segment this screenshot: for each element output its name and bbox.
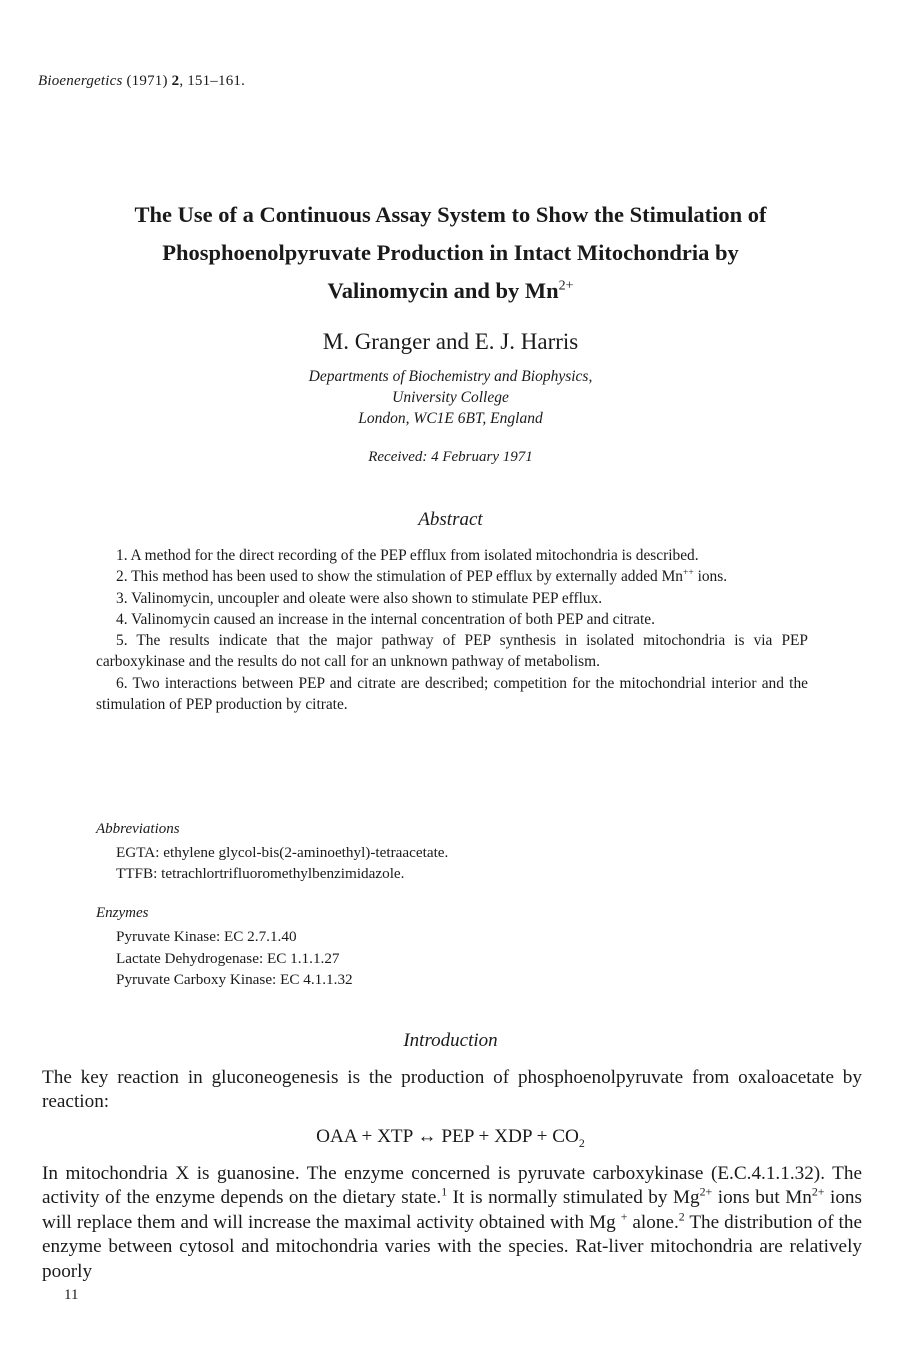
affiliation-line-3: London, WC1E 6BT, England (358, 410, 543, 427)
introduction-paragraph-2 (42, 1162, 862, 1284)
abstract-point-2-sup: ++ (682, 567, 694, 579)
mg-superscript: 2+ (699, 1185, 713, 1200)
intro-text-d: ions will replace them and will increase the maximal activity obtained with Mg (42, 1187, 862, 1233)
title-line-1: The Use of a Continuous Assay System to Show the Stimulation of (134, 202, 767, 227)
journal-year: (1971) (126, 73, 172, 89)
received-date: Received: 4 February 1971 (368, 449, 533, 465)
enzyme-item: Pyruvate Kinase: EC 2.7.1.40 (116, 928, 297, 945)
authors: M. Granger and E. J. Harris (322, 329, 579, 354)
abstract-point-6: 6. Two interactions between PEP and citrate are described; competition for the mitochondrial interior and the stimulation of PEP production by citrate. (96, 674, 808, 714)
abbreviations-heading: Abbreviations (96, 821, 180, 837)
intro-text-e: alone. (627, 1211, 679, 1233)
title-line-3-text: Valinomycin and by Mn (327, 278, 559, 303)
abstract-heading: Abstract (418, 509, 483, 530)
affiliation-line-1: Departments of Biochemistry and Biophysics, (308, 368, 593, 385)
affiliation-line-2: University College (392, 389, 509, 406)
enzymes-list (116, 926, 353, 991)
enzyme-item: Pyruvate Carboxy Kinase: EC 4.1.1.32 (116, 971, 353, 988)
affiliation (0, 366, 901, 429)
title-superscript: 2+ (558, 278, 574, 294)
enzymes-heading: Enzymes (96, 905, 149, 921)
intro-text-c: ions but Mn (712, 1187, 812, 1209)
introduction-heading: Introduction (403, 1030, 498, 1051)
abstract-point-4: 4. Valinomycin caused an increase in the internal concentration of both PEP and citrate. (116, 610, 655, 628)
mn-superscript: 2+ (811, 1185, 825, 1200)
intro-text-f: The distribution of the enzyme between cytosol and mitochondria varies with the species. Rat-liver mitochondria are relatively poorly (42, 1211, 863, 1282)
journal-volume: 2 (171, 73, 180, 89)
reaction-equation (0, 1126, 901, 1148)
abbreviation-item: TTFB: tetrachlortrifluoromethylbenzimidazole. (116, 865, 405, 882)
abstract-point-5: 5. The results indicate that the major pathway of PEP synthesis in isolated mitochondria is via PEP carboxykinase and the results do not call for an unknown pathway of metabolism. (96, 632, 808, 671)
abstract-point-2 (96, 566, 808, 587)
journal-citation (38, 73, 245, 90)
title-line-2: Phosphoenolpyruvate Production in Intact Mitochondria by (162, 240, 739, 265)
abstract-body (96, 545, 808, 715)
abstract-point-2-text: 2. This method has been used to show the stimulation of PEP efflux by externally added Mn (116, 568, 683, 586)
journal-name: Bioenergetics (38, 73, 123, 89)
title-line-3 (30, 272, 871, 310)
abstract-point-3: 3. Valinomycin, uncoupler and oleate were also shown to stimulate PEP efflux. (116, 589, 603, 607)
equation-text: OAA + XTP ↔ PEP + XDP + CO (316, 1126, 579, 1147)
intro-text-b: It is normally stimulated by Mg (447, 1187, 700, 1209)
abstract-point-1: 1. A method for the direct recording of the PEP efflux from isolated mitochondria is described. (116, 547, 699, 564)
reference-1: 1 (441, 1185, 448, 1200)
introduction-paragraph-1: The key reaction in gluconeogenesis is the production of phosphoenolpyruvate from oxaloacetate by reaction: (42, 1067, 862, 1112)
mg-plus-superscript: + (620, 1209, 628, 1224)
enzyme-item: Lactate Dehydrogenase: EC 1.1.1.27 (116, 949, 340, 967)
abstract-point-2-end: ions. (693, 568, 728, 586)
journal-pages: , 151–161. (179, 73, 246, 89)
abbreviation-item: EGTA: ethylene glycol-bis(2-aminoethyl)-tetraacetate. (116, 844, 449, 861)
intro-text-a: In mitochondria X is guanosine. The enzyme concerned is pyruvate carboxykinase (E.C.4.1.1.32). The activity of the enzyme depends on the dietary state. (42, 1163, 862, 1209)
paper-title (30, 196, 871, 310)
page-number: 11 (64, 1287, 79, 1303)
reference-2: 2 (678, 1209, 685, 1224)
abbreviations-list (116, 842, 448, 884)
equation-subscript: 2 (578, 1135, 585, 1150)
